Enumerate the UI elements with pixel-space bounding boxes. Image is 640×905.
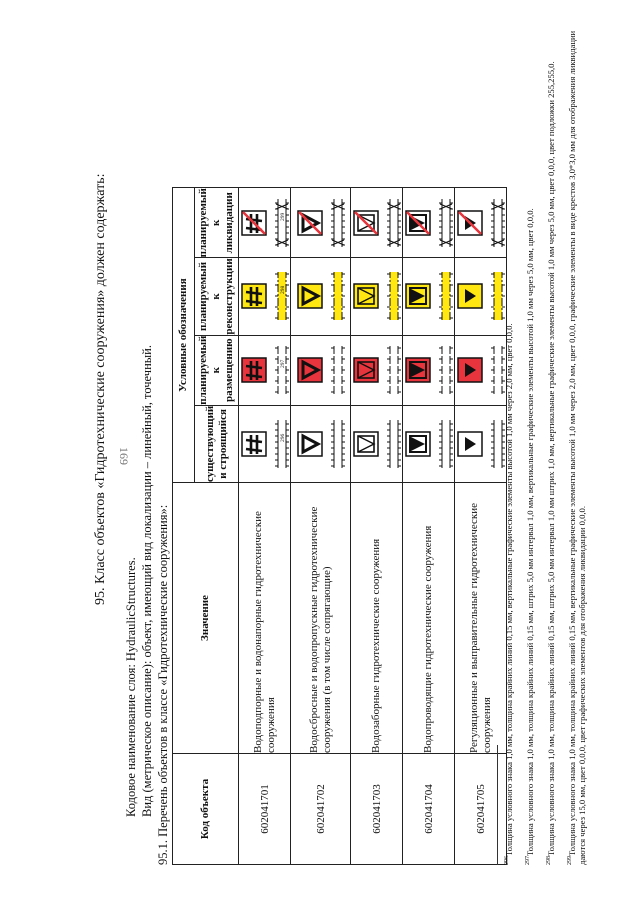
footnote [502, 25, 514, 865]
object-value: Водозаборные гидротехнические сооружения [351, 483, 403, 754]
object-code: 602041701 [239, 754, 291, 865]
existing-symbol-cell [455, 405, 507, 482]
section-heading: 95. Класс объектов «Гидротехнические сооружения» должен содержать: [93, 173, 108, 605]
liquidation-symbol-cell [455, 188, 507, 258]
existing-symbol-cell [351, 405, 403, 482]
object-code: 602041704 [403, 754, 455, 865]
box-tri-icon [404, 270, 454, 322]
footnote [565, 25, 588, 865]
table-row [403, 188, 455, 865]
triangle-icon [296, 197, 346, 249]
triangle-icon [296, 418, 346, 470]
reconstruction-symbol-cell [351, 258, 403, 335]
reconstruction-symbol-cell [239, 258, 291, 335]
header-value: Значение [173, 483, 239, 754]
footnote [544, 25, 556, 865]
objects-table [172, 187, 507, 865]
table-row [291, 188, 351, 865]
object-value: Водоподпорные и водонапорные гидротехнические сооружения [239, 483, 291, 754]
object-code: 602041703 [351, 754, 403, 865]
header-symbols: Условные обозначения [173, 188, 195, 483]
list-title: 95.1. Перечень объектов в классе «Гидротехнические сооружения»: [156, 504, 170, 865]
existing-symbol-cell [239, 405, 291, 482]
object-value: Водопроводящие гидротехнические сооружения [403, 483, 455, 754]
liquidation-symbol-cell [351, 188, 403, 258]
footnote-number: 297 [525, 856, 531, 865]
footnote-text: Толщина условного знака 1,0 мм, толщина крайних линий 0,15 мм, штрих 5,0 мм интервал 1,0 мм, вертикальные графические элементы высотой 1,0 мм через 5,0 мм, цвет 0,0,0. [524, 208, 535, 856]
reconstruction-symbol-cell [291, 258, 351, 335]
page-number: 169 [117, 447, 131, 465]
small-tri-icon [456, 418, 506, 470]
svg-text:298: 298 [279, 286, 286, 295]
existing-symbol-cell [291, 405, 351, 482]
liquidation-symbol-cell [403, 188, 455, 258]
header-liquidation: планируемый к ликвидации [195, 188, 239, 258]
box-tri-icon [404, 418, 454, 470]
box-tri-icon [404, 344, 454, 396]
footnote-number: 298 [546, 856, 552, 865]
existing-symbol-cell [403, 405, 455, 482]
header-code: Код объекта [173, 754, 239, 865]
layer-code-line: Кодовое наименование слоя: HydraulicStructures. [124, 557, 138, 817]
header-existing: существующий и строящийся [195, 405, 239, 482]
svg-text:297: 297 [279, 359, 286, 369]
svg-text:296: 296 [279, 433, 286, 442]
reconstruction-symbol-cell [403, 258, 455, 335]
hash-icon [240, 270, 290, 322]
planned-symbol-cell [239, 335, 291, 405]
planned-symbol-cell [455, 335, 507, 405]
small-tri-icon [456, 270, 506, 322]
geometry-type-line: Вид (метрическое описание): объект, имеющий вид локализации – линейный, точечный. [140, 345, 154, 817]
table-row [351, 188, 403, 865]
triangle-icon [296, 344, 346, 396]
header-reconstruction: планируемый к реконструкции [195, 258, 239, 335]
hash-icon [240, 418, 290, 470]
planned-symbol-cell [291, 335, 351, 405]
object-value: Регуляционные и выправительные гидротехнические сооружения [455, 483, 507, 754]
footnote-number: 299 [567, 856, 573, 865]
svg-text:299: 299 [279, 212, 286, 221]
footnote-number: 296 [504, 856, 510, 865]
liquidation-symbol-cell [291, 188, 351, 258]
planned-symbol-cell [351, 335, 403, 405]
footnote [523, 25, 535, 865]
box-tri-icon [404, 197, 454, 249]
header-planned: планируемый к размещению [195, 335, 239, 405]
box-x-icon [352, 418, 402, 470]
footnote-separator [497, 745, 498, 865]
box-x-icon [352, 197, 402, 249]
reconstruction-symbol-cell [455, 258, 507, 335]
footnote-text: Толщина условного знака 1,0 мм, толщина крайних линий 0,15 мм, вертикальные графические элементы высотой 1,0 мм через 2,0 мм, цвет 0,0,0, графические элементы в виде крестов 3,0*3,0 мм для отображения ликвидации даются через 15,0 мм, цвет 0,0,0, цвет графических элементов для отображения ликвидации 0,0,0. [566, 30, 588, 865]
object-value: Водосбросные и водопропускные гидротехнические сооружения (в том числе сопрягающие) [291, 483, 351, 754]
triangle-icon [296, 270, 346, 322]
table-row [455, 188, 507, 865]
hash-icon [240, 197, 290, 249]
object-code: 602041705 [455, 754, 507, 865]
object-code: 602041702 [291, 754, 351, 865]
box-x-icon [352, 270, 402, 322]
small-tri-icon [456, 344, 506, 396]
hash-icon [240, 344, 290, 396]
small-tri-icon [456, 197, 506, 249]
box-x-icon [352, 344, 402, 396]
footnote-text: Толщина условного знака 1,0 мм, толщина крайних линий 0,15 мм, вертикальные графические элементы высотой 1,0 мм через 2,0 мм, цвет 0,0,0. [503, 323, 514, 856]
footnote-text: Толщина условного знака 1,0 мм, толщина крайних линий 0,15 мм, штрих 5,0 мм интервал 1,0 мм штрих 1,0 мм, вертикальные графические элементы высотой 1,0 мм через 5,0 мм, цвет 0,0,0, цвет подложки 255,255,0. [545, 61, 556, 856]
table-row [239, 188, 291, 865]
liquidation-symbol-cell [239, 188, 291, 258]
planned-symbol-cell [403, 335, 455, 405]
